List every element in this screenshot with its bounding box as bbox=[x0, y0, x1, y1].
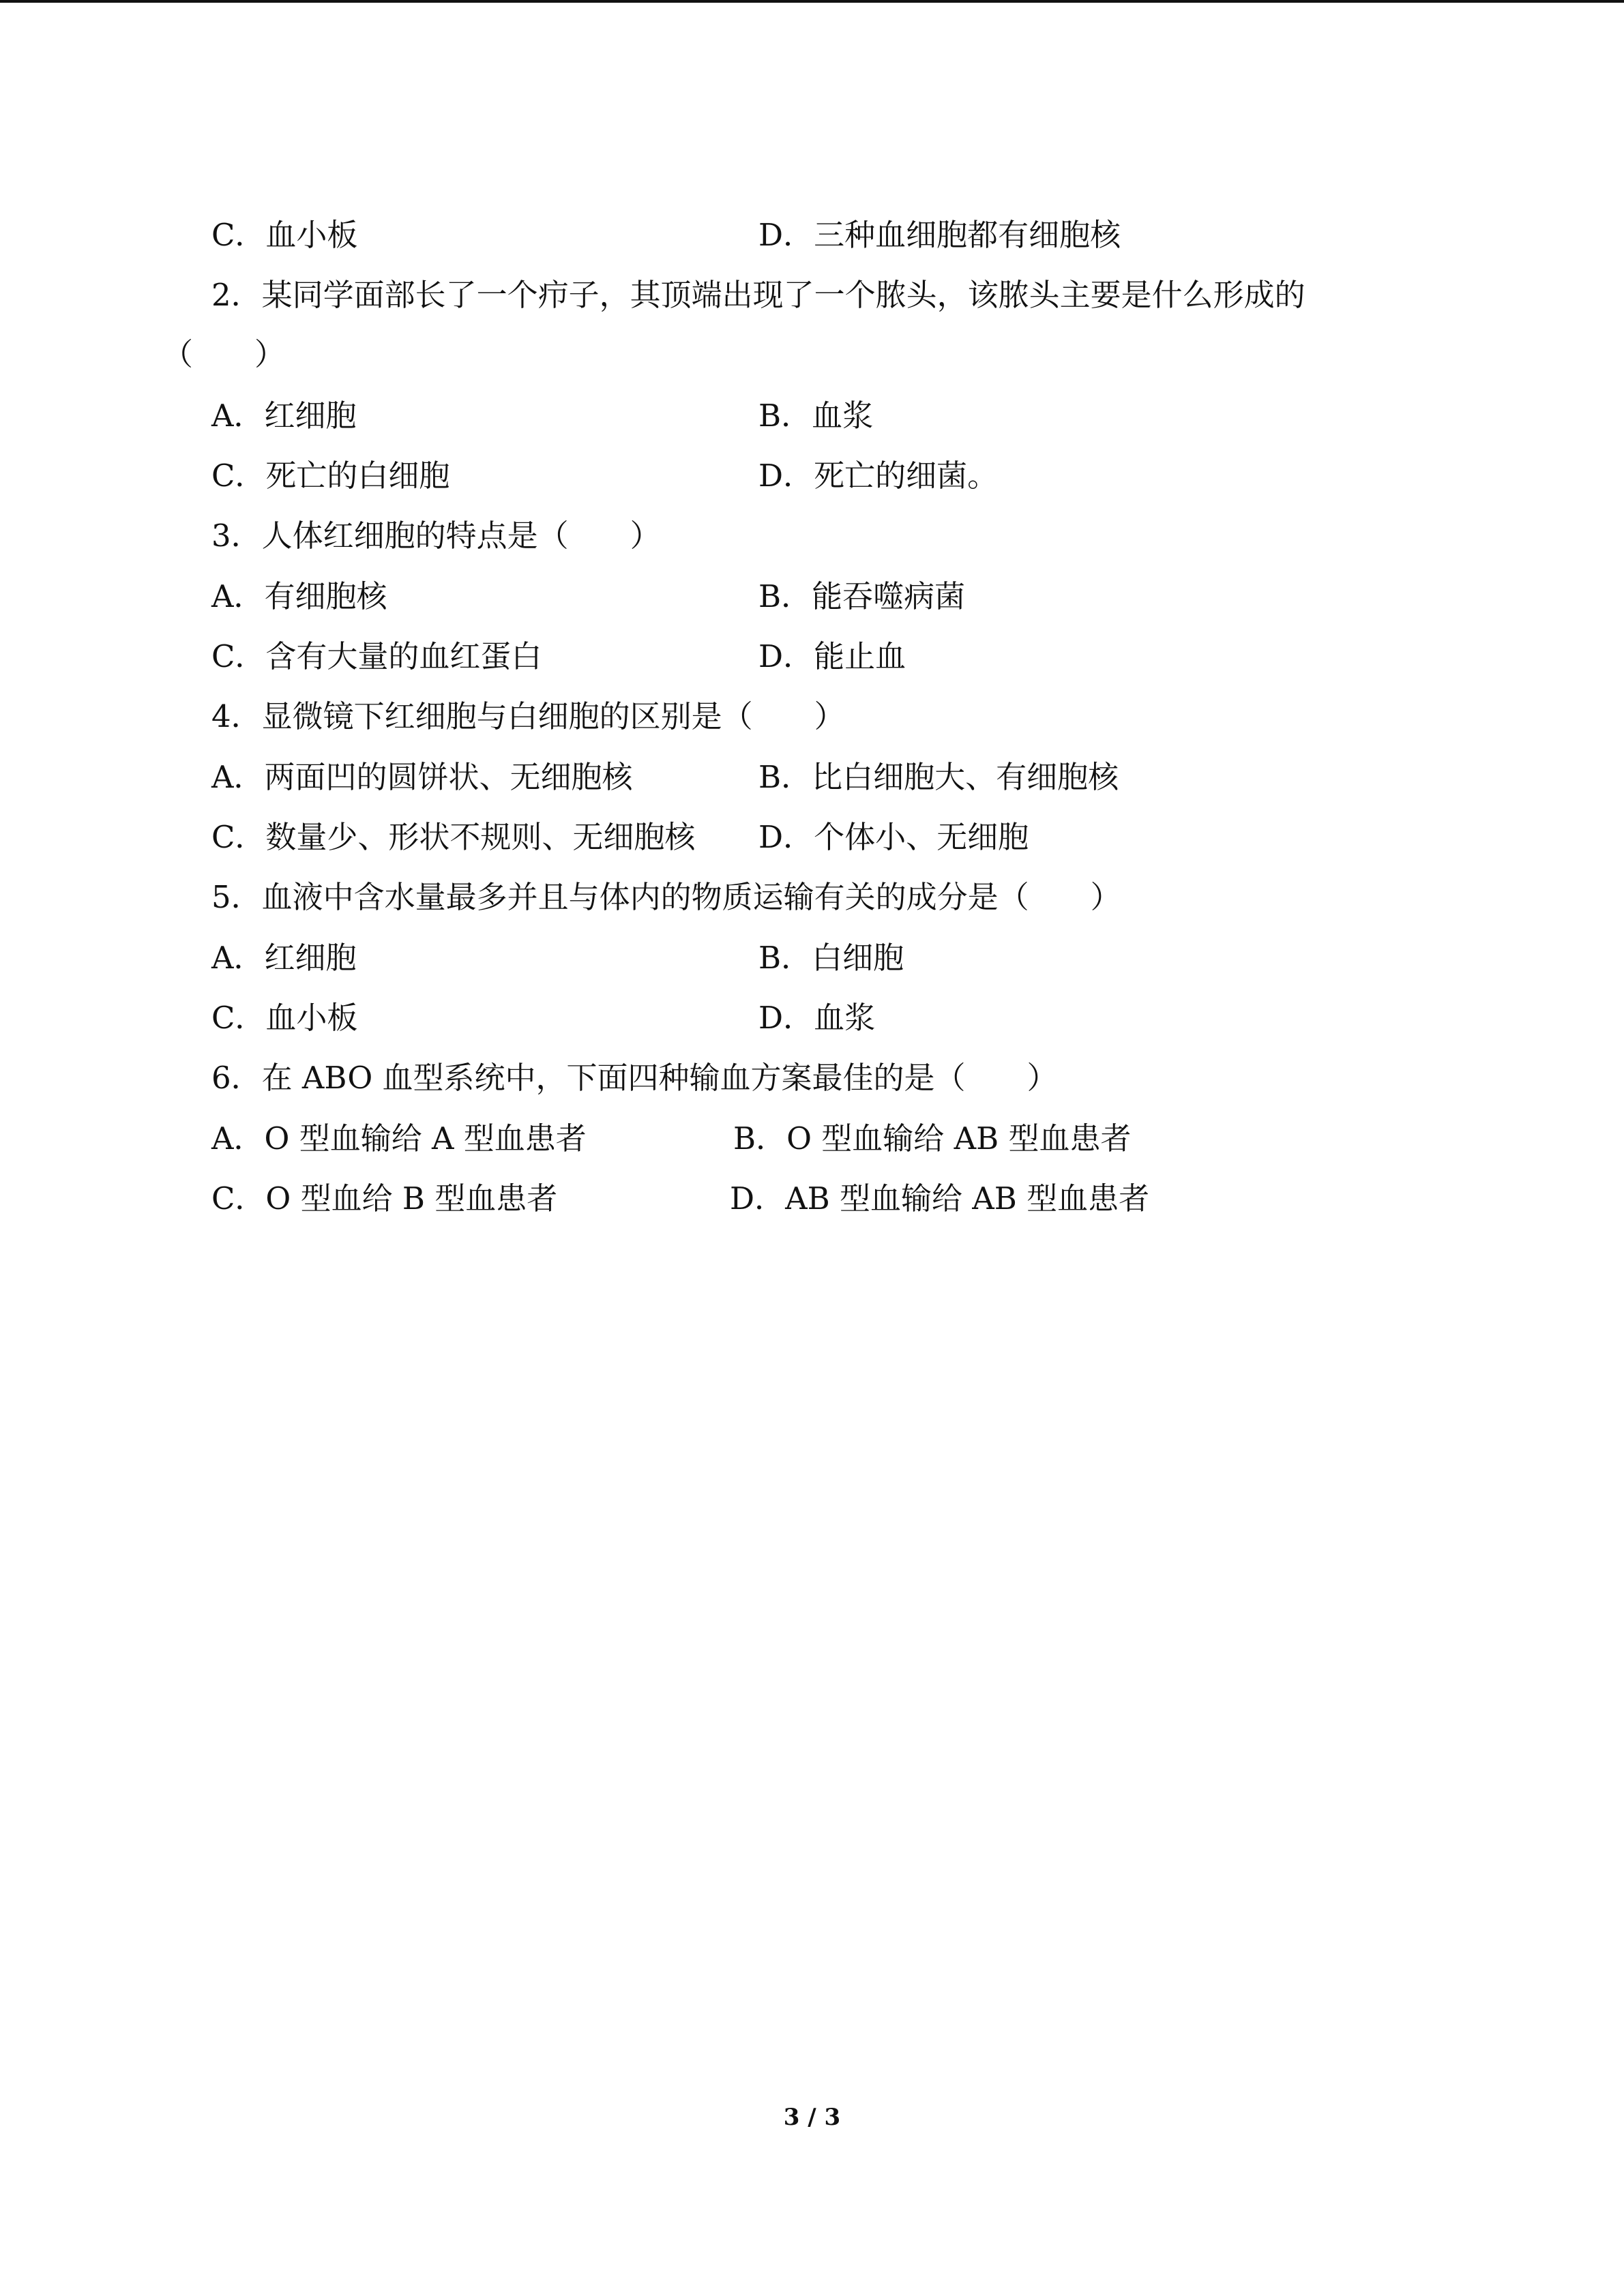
question-6-stem: 6．在 ABO 血型系统中，下面四种输血方案最佳的是（ ） bbox=[211, 1060, 1058, 1096]
page-top-border bbox=[0, 0, 1624, 3]
question-3-stem: 3．人体红细胞的特点是（ ） bbox=[211, 518, 661, 554]
question-6-option-a: A．O 型血输给 A 型血患者 bbox=[211, 1120, 587, 1157]
carryover-option-c: C．血小板 bbox=[211, 217, 358, 253]
question-2-option-c: C．死亡的白细胞 bbox=[211, 458, 450, 494]
question-6-option-d: D．AB 型血输给 AB 型血患者 bbox=[730, 1180, 1150, 1217]
question-6-option-b: B．O 型血输给 AB 型血患者 bbox=[733, 1120, 1132, 1157]
question-5-option-b: B．白细胞 bbox=[758, 940, 904, 976]
question-5-option-a: A．红细胞 bbox=[211, 940, 357, 976]
question-2-stem: 2．某同学面部长了一个疖子，其顶端出现了一个脓头，该脓头主要是什么形成的 bbox=[211, 277, 1305, 313]
question-4-option-d: D．个体小、无细胞 bbox=[758, 819, 1029, 855]
question-4-option-c: C．数量少、形状不规则、无细胞核 bbox=[211, 819, 696, 855]
question-3-option-d: D．能止血 bbox=[758, 638, 906, 674]
question-4-stem: 4．显微镜下红细胞与白细胞的区别是（ ） bbox=[211, 698, 845, 734]
page-number: 3 / 3 bbox=[783, 2104, 841, 2131]
question-2-option-d: D．死亡的细菌。 bbox=[758, 458, 999, 494]
question-4-option-a: A．两面凹的圆饼状、无细胞核 bbox=[211, 759, 633, 795]
question-5-option-d: D．血浆 bbox=[758, 1000, 876, 1036]
question-3-option-c: C．含有大量的血红蛋白 bbox=[211, 638, 542, 674]
carryover-option-d: D．三种血细胞都有细胞核 bbox=[758, 217, 1121, 253]
question-2-option-b: B．血浆 bbox=[758, 398, 874, 434]
question-2-stem-continuation: （ ） bbox=[162, 336, 286, 372]
question-5-stem: 5．血液中含水量最多并且与体内的物质运输有关的成分是（ ） bbox=[211, 879, 1121, 915]
question-3-option-b: B．能吞噬病菌 bbox=[758, 578, 966, 614]
question-3-option-a: A．有细胞核 bbox=[211, 578, 387, 614]
question-5-option-c: C．血小板 bbox=[211, 1000, 358, 1036]
question-6-option-c: C．O 型血给 B 型血患者 bbox=[211, 1180, 558, 1217]
question-2-option-a: A．红细胞 bbox=[211, 398, 357, 434]
question-4-option-b: B．比白细胞大、有细胞核 bbox=[758, 759, 1119, 795]
